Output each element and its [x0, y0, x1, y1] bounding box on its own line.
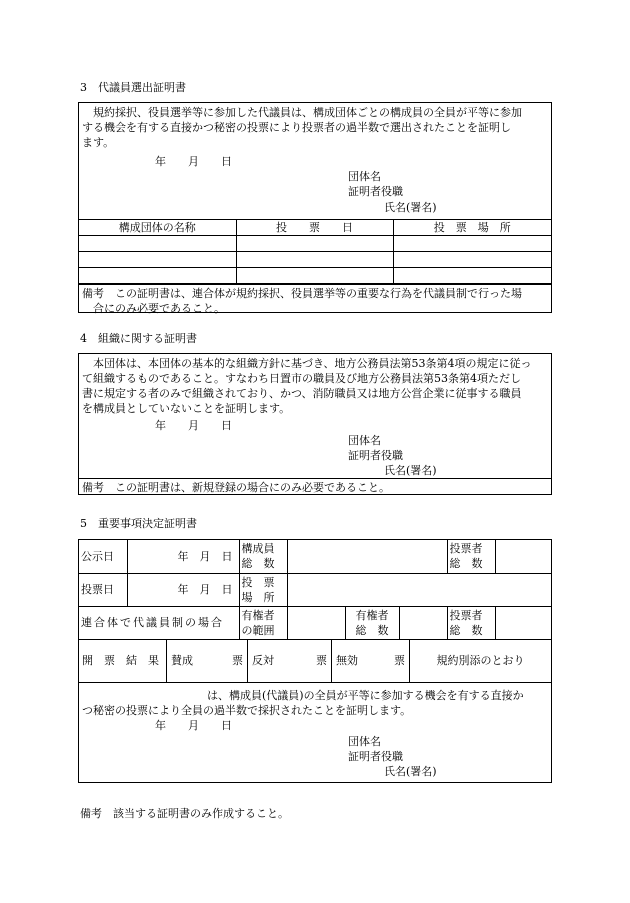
vote-invalid-unit: 票 — [394, 654, 405, 667]
col-header-vote-place: 投 票 場 所 — [393, 220, 551, 236]
table-row — [79, 268, 551, 284]
section4-statement — [79, 354, 551, 478]
vote-for-cell — [167, 640, 248, 682]
member-total-label-top: 構成員 — [241, 542, 275, 556]
section3-text-line-2: する機会を有する直接かつ秘密の投票により投票者の過半数で選出されたことを証明し — [82, 121, 511, 134]
section3-heading: 3 代議員選出証明書 — [80, 81, 186, 94]
section4-text-line-4: を構成員としていないことを証明します。 — [82, 402, 291, 415]
eligible-voter-total-label-bottom: 総 数 — [355, 623, 389, 637]
ballot-total-label-bottom: 総 数 — [449, 623, 483, 637]
table-row — [79, 606, 551, 639]
vote-result-row — [79, 639, 551, 682]
section4-certifier-title: 証明者役職 — [348, 449, 403, 462]
vote-place-value[interactable] — [287, 573, 551, 606]
section5-text-line-1: は、構成員(代議員)の全員が平等に参加する機会を有する直接か — [207, 688, 524, 702]
voter-total-label-top: 投票者 — [449, 542, 483, 556]
announce-date-value: 年 月 日 — [127, 540, 239, 573]
table-row — [79, 236, 551, 252]
table-cell[interactable] — [79, 236, 236, 252]
section4-certificate — [78, 353, 552, 495]
section3-text — [79, 103, 551, 150]
member-total-value[interactable] — [287, 540, 447, 573]
vote-for-label: 賛成 — [171, 654, 193, 667]
eligible-range-value[interactable] — [287, 606, 345, 639]
section4-text-line-3: 書に規定する者のみで組織されており、かつ、消防職員又は地方公営企業に従事する職員 — [82, 387, 522, 400]
section3-date: 年 月 日 — [155, 155, 232, 168]
section5-certificate — [78, 539, 552, 783]
vote-day-value: 年 月 日 — [127, 573, 239, 606]
table-row — [79, 540, 551, 573]
delegate-case-label: 連合体で代議員制の場合 — [79, 606, 239, 639]
section4-org-name: 団体名 — [348, 434, 381, 447]
voter-total-label-bottom: 総 数 — [449, 557, 483, 571]
section4-signature: 氏名(署名) — [384, 464, 437, 477]
section5-org-name: 団体名 — [348, 734, 381, 748]
section5-date: 年 月 日 — [155, 718, 232, 732]
table-cell[interactable] — [236, 236, 393, 252]
table-cell[interactable] — [393, 268, 551, 284]
vote-against-cell — [248, 640, 332, 682]
ballot-total-label-top: 投票者 — [449, 608, 483, 622]
section4-text-line-2: て組織するものであること。すなわち日置市の職員及び地方公務員法第53条第4項ただし — [82, 372, 521, 385]
section5-heading: 5 重要事項決定証明書 — [80, 517, 197, 530]
table-row — [79, 573, 551, 606]
table-cell[interactable] — [393, 252, 551, 268]
section3-org-name: 団体名 — [348, 170, 381, 183]
table-cell[interactable] — [79, 252, 236, 268]
ballot-total-label — [447, 606, 495, 639]
section3-signature: 氏名(署名) — [384, 201, 437, 214]
member-total-label-bottom: 総 数 — [241, 557, 275, 571]
section3-text-line-1: 規約採択、役員選挙等に参加した代議員は、構成団体ごとの構成員の全員が平等に参加 — [93, 106, 522, 119]
vote-against-unit: 票 — [316, 654, 327, 667]
eligible-voter-total-value[interactable] — [399, 606, 447, 639]
section3-note-line-2: 合にのみ必要であること。 — [93, 302, 225, 315]
voter-total-value[interactable] — [495, 540, 551, 573]
section3-text-line-3: ます。 — [82, 136, 115, 149]
table-cell[interactable] — [79, 268, 236, 284]
voter-total-label — [447, 540, 495, 573]
section5-statement — [79, 683, 551, 783]
vote-place-label-bottom: 場 所 — [241, 590, 275, 604]
table-row — [79, 252, 551, 268]
vote-invalid-label: 無効 — [336, 654, 358, 667]
eligible-range-label-top: 有権者 — [241, 608, 275, 622]
table-row — [79, 639, 551, 682]
section3-statement — [79, 103, 551, 219]
section4-note: 備考 この証明書は、新規登録の場合にのみ必要であること。 — [79, 478, 551, 497]
final-note: 備考 該当する証明書のみ作成すること。 — [80, 807, 289, 820]
table-cell[interactable] — [236, 268, 393, 284]
vote-place-label — [239, 573, 287, 606]
section5-signature: 氏名(署名) — [384, 764, 437, 778]
section4-text — [79, 354, 551, 416]
member-total-label — [239, 540, 287, 573]
eligible-range-label — [239, 606, 287, 639]
section3-certifier-title: 証明者役職 — [348, 185, 403, 198]
vote-against-label: 反対 — [252, 654, 274, 667]
col-header-group-name: 構成団体の名称 — [79, 220, 236, 236]
section5-text-line-2: つ秘密の投票により全員の過半数で採択されたことを証明します。 — [82, 703, 412, 717]
vote-place-label-top: 投 票 — [241, 575, 275, 589]
table-cell[interactable] — [236, 252, 393, 268]
section3-note-line-1: 備考 この証明書は、連合体が規約採択、役員選挙等の重要な行為を代議員制で行った場 — [82, 287, 522, 300]
section4-heading: 4 組織に関する証明書 — [80, 332, 197, 345]
vote-invalid-cell — [332, 640, 410, 682]
eligible-voter-total-label-top: 有権者 — [355, 608, 389, 622]
section3-table — [79, 219, 551, 284]
section4-text-line-1: 本団体は、本団体の基本的な組織方針に基づき、地方公務員法第53条第4項の規定に従っ — [93, 357, 532, 370]
announce-date-label: 公示日 — [79, 540, 127, 573]
vote-for-unit: 票 — [232, 654, 243, 667]
eligible-voter-total-label — [345, 606, 399, 639]
section5-certifier-title: 証明者役職 — [348, 749, 403, 763]
ballot-total-value[interactable] — [495, 606, 551, 639]
section3-note — [79, 284, 551, 318]
eligible-range-label-bottom: の範囲 — [241, 623, 275, 637]
section3-certificate — [78, 102, 552, 313]
rule-attachment-note: 規約別添のとおり — [436, 654, 525, 667]
table-cell[interactable] — [393, 236, 551, 252]
section5-table — [79, 540, 551, 683]
vote-day-label: 投票日 — [79, 573, 127, 606]
section4-date: 年 月 日 — [155, 419, 232, 432]
col-header-vote-day: 投 票 日 — [236, 220, 393, 236]
vote-result-label: 開 票 結 果 — [79, 640, 167, 682]
